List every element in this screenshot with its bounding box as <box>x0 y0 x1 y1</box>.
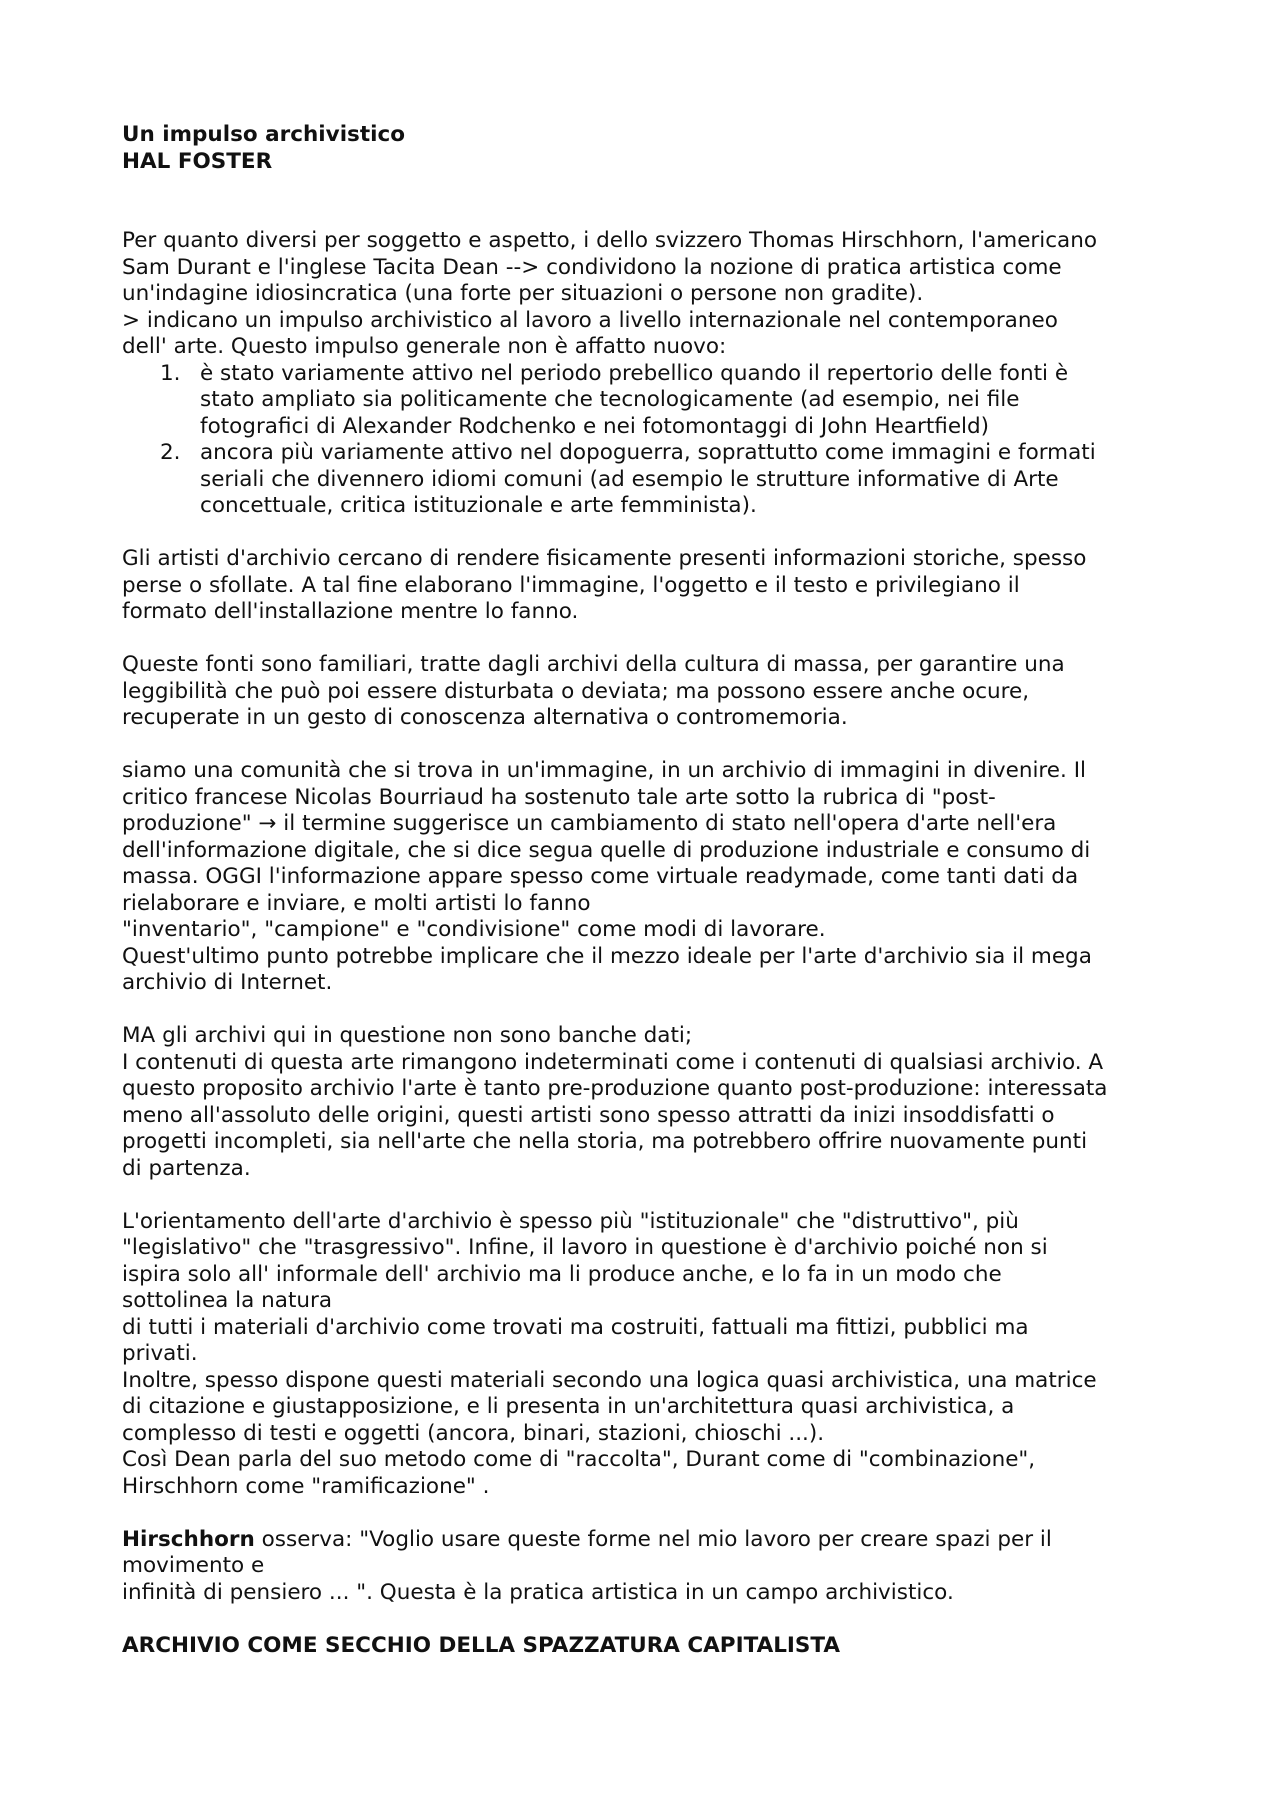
text-line: Sam Durant e l'inglese Tacita Dean --> condividono la nozione di pratica artistica come <box>122 254 1062 280</box>
paragraph-archive-artists <box>122 546 1172 626</box>
text-line: siamo una comunità che si trova in un'immagine, in un archivio di immagini in divenire. Il <box>122 758 1087 783</box>
text-line: formato dell'installazione mentre lo fanno. <box>122 599 579 624</box>
paragraph-databases <box>122 1023 1172 1182</box>
text-line: osserva: "Voglio usare queste forme nel mio lavoro per creare spazi per il <box>254 1526 1052 1552</box>
text-line: Per quanto diversi per soggetto e aspetto, i dello svizzero Thomas Hirschhorn, l'americano <box>122 228 1098 253</box>
text-line: I contenuti di questa arte rimangono indeterminati come i contenuti di qualsiasi archivio. A <box>122 1049 1104 1075</box>
section-heading: ARCHIVIO COME SECCHIO DELLA SPAZZATURA CAPITALISTA <box>122 1632 841 1658</box>
text-line: questo proposito archivio l'arte è tanto pre-produzione quanto post-produzione: interessata <box>122 1076 1108 1101</box>
text-line: perse o sfollate. A tal fine elaborano l'immagine, l'oggetto e il testo e privilegiano il <box>122 572 1020 598</box>
text-line: massa. OGGI l'informazione appare spesso come virtuale readymade, come tanti dati da <box>122 864 1079 889</box>
text-line: produzione" → il termine suggerisce un cambiamento di stato nell'opera d'arte nell'era <box>122 811 1057 836</box>
text-line: Inoltre, spesso dispone questi materiali secondo una logica quasi archivistica, una matrice <box>122 1367 1097 1393</box>
text-line: archivio di Internet. <box>122 970 333 995</box>
text-line: concettuale, critica istituzionale e arte femminista). <box>200 493 757 518</box>
text-line: "legislativo" che "trasgressivo". Infine, il lavoro in questione è d'archivio poiché non si <box>122 1235 1048 1260</box>
document-page <box>122 122 1172 1659</box>
text-line: L'orientamento dell'arte d'archivio è spesso più "istituzionale" che "distruttivo", più <box>122 1208 1019 1234</box>
text-line: meno all'assoluto delle origini, questi artisti sono spesso attratti da inizi insoddisfatti o <box>122 1102 1055 1128</box>
paragraph-sources <box>122 652 1172 732</box>
text-line: progetti incompleti, sia nell'arte che nella storia, ma potrebbero offrire nuovamente punti <box>122 1129 1088 1154</box>
list-number: 2. <box>160 440 181 465</box>
text-line: > indicano un impulso archivistico al lavoro a livello internazionale nel contemporaneo <box>122 307 1058 333</box>
document-author: HAL FOSTER <box>122 148 273 174</box>
text-line: ispira solo all' informale dell' archivio ma li produce anche, e lo fa in un modo che <box>122 1261 1002 1287</box>
text-line: stato ampliato sia politicamente che tecnologicamente (ad esempio, nei file <box>200 387 1020 412</box>
text-line: privati. <box>122 1341 198 1366</box>
document-title: Un impulso archivistico <box>122 122 406 147</box>
paragraph-orientation <box>122 1209 1172 1501</box>
text-line: infinità di pensiero ... ". Questa è la pratica artistica in un campo archivistico. <box>122 1579 954 1605</box>
text-line: Hirschhorn come "ramificazione" . <box>122 1473 490 1499</box>
text-line: sottolinea la natura <box>122 1288 333 1313</box>
text-line: dell' arte. Questo impulso generale non è affatto nuovo: <box>122 334 727 359</box>
text-line: di tutti i materiali d'archivio come trovati ma costruiti, fattuali ma fittizi, pubblici ma <box>122 1314 1029 1340</box>
text-line: movimento e <box>122 1553 265 1578</box>
text-line: Quest'ultimo punto potrebbe implicare che il mezzo ideale per l'arte d'archivio sia il mega <box>122 943 1092 969</box>
text-line: dell'informazione digitale, che si dice segua quelle di produzione industriale e consumo di <box>122 837 1091 863</box>
intro-paragraph <box>122 228 1172 361</box>
title-block <box>122 122 1172 175</box>
text-line: critico francese Nicolas Bourriaud ha sostenuto tale arte sotto la rubrica di "post- <box>122 784 996 810</box>
text-line: di partenza. <box>122 1155 251 1181</box>
list-item <box>122 361 1172 441</box>
paragraph-community <box>122 758 1172 997</box>
quote-author-name: Hirschhorn <box>122 1526 255 1552</box>
text-line: un'indagine idiosincratica (una forte per situazioni o persone non gradite). <box>122 281 924 306</box>
text-line: è stato variamente attivo nel periodo prebellico quando il repertorio delle fonti è <box>200 360 1069 386</box>
text-line: Così Dean parla del suo metodo come di "raccolta", Durant come di "combinazione", <box>122 1447 1036 1472</box>
text-line: fotografici di Alexander Rodchenko e nei fotomontaggi di John Heartfield) <box>200 413 990 439</box>
text-line: MA gli archivi qui in questione non sono banche dati; <box>122 1023 693 1048</box>
list-item <box>122 440 1172 520</box>
text-line: recuperate in un gesto di conoscenza alternativa o contromemoria. <box>122 705 848 730</box>
text-line: "inventario", "campione" e "condivisione" come modi di lavorare. <box>122 917 826 942</box>
paragraph-quote <box>122 1527 1172 1607</box>
list-number: 1. <box>160 360 181 386</box>
text-line: ancora più variamente attivo nel dopoguerra, soprattutto come immagini e formati <box>200 440 1096 465</box>
numbered-list <box>122 361 1172 520</box>
text-line: di citazione e giustapposizione, e li presenta in un'architettura quasi archivistica, a <box>122 1394 1015 1419</box>
text-line: Queste fonti sono familiari, tratte dagli archivi della cultura di massa, per garantire una <box>122 652 1065 677</box>
text-line: rielaborare e inviare, e molti artisti lo fanno <box>122 890 591 916</box>
text-line: leggibilità che può poi essere disturbata o deviata; ma possono essere anche ocure, <box>122 678 1030 704</box>
text-line: seriali che divennero idiomi comuni (ad esempio le strutture informative di Arte <box>200 466 1059 492</box>
text-line: complesso di testi e oggetti (ancora, binari, stazioni, chioschi ...). <box>122 1420 825 1446</box>
text-line: Gli artisti d'archivio cercano di rendere fisicamente presenti informazioni storiche, spesso <box>122 546 1087 571</box>
